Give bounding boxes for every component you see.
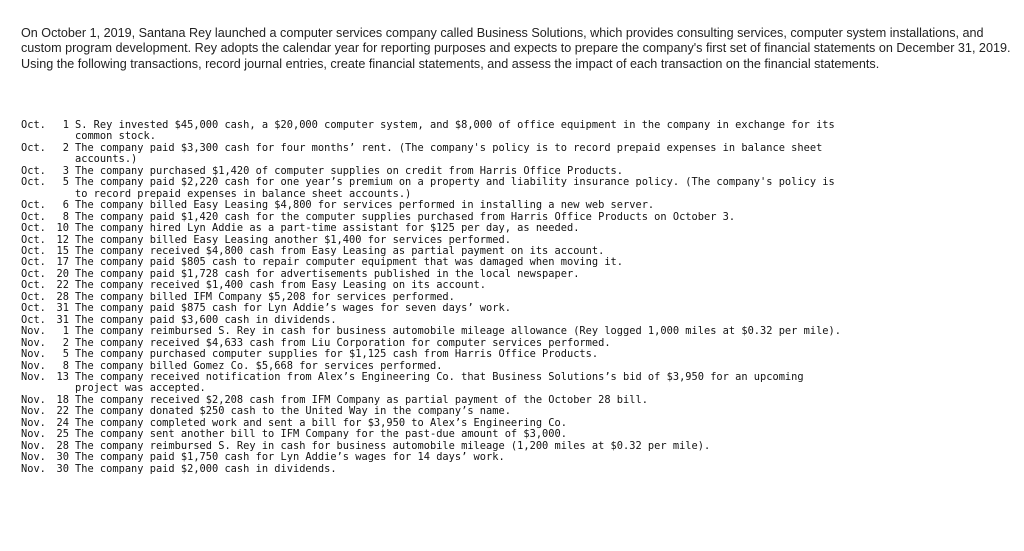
- transaction-day: 30: [56, 462, 69, 475]
- transaction-description: The company billed Gomez Co. $5,668 for services performed.: [75, 359, 443, 372]
- transaction-description: The company paid $2,220 cash for one year’s premium on a property and liability insurance policy. (The company's policy is to record prepaid expenses in balance sheet accounts.): [75, 176, 835, 200]
- transaction-description: The company paid $3,600 cash in dividends.: [75, 313, 337, 326]
- intro-paragraph-scenario: On October 1, 2019, Santana Rey launched a computer services company called Business Solutions, which provides consulting services, computer system installations, and custom program development. Rey adopts the calendar year for reporting purposes and expects to prepare the company's first set of financial statements on December 31, 2019.: [21, 26, 1011, 56]
- transaction-description: The company paid $1,750 cash for Lyn Addie’s wages for 14 days’ work.: [75, 451, 505, 464]
- transaction-month: Nov.: [21, 451, 46, 464]
- transaction-description: The company paid $1,420 cash for the computer supplies purchased from Harris Office Products on October 3.: [75, 210, 736, 223]
- transaction-row: [21, 177, 1011, 200]
- transaction-day: 28: [56, 290, 69, 303]
- transaction-description: The company received notification from Alex’s Engineering Co. that Business Solutions’s bid of $3,950 for an upcoming project was accepted.: [75, 370, 804, 395]
- transaction-month: Oct.: [21, 256, 46, 269]
- transaction-month: Nov.: [21, 370, 46, 383]
- problem-intro: [21, 26, 1011, 72]
- transaction-day: 28: [56, 439, 69, 452]
- transaction-description: The company received $1,400 cash from Easy Leasing on its account.: [75, 279, 487, 292]
- transaction-description: The company paid $805 cash to repair computer equipment that was damaged when moving it.: [75, 256, 624, 269]
- transaction-day: 8: [62, 210, 69, 223]
- transaction-month: Nov.: [21, 325, 46, 338]
- transaction-month: Nov.: [21, 348, 46, 361]
- transaction-description: The company sent another bill to IFM Company for the past-due amount of $3,000.: [75, 428, 567, 441]
- transaction-row: [21, 143, 1011, 166]
- transaction-month: Oct.: [21, 279, 46, 292]
- transaction-row: [21, 464, 1011, 475]
- transaction-month: Nov.: [21, 359, 46, 372]
- transaction-day: 31: [56, 313, 69, 326]
- transaction-description: The company reimbursed S. Rey in cash for business automobile mileage allowance (Rey logged 1,000 miles at $0.32 per mile).: [75, 325, 841, 338]
- transaction-description: The company paid $875 cash for Lyn Addie’s wages for seven days’ work.: [75, 302, 511, 315]
- transaction-row: [21, 326, 1011, 337]
- transaction-month: Oct.: [21, 244, 46, 257]
- transaction-description: The company received $2,208 cash from IFM Company as partial payment of the October 28 bill.: [75, 393, 648, 406]
- transaction-description: The company hired Lyn Addie as a part-time assistant for $125 per day, as needed.: [75, 222, 580, 235]
- transaction-description: The company donated $250 cash to the United Way in the company’s name.: [75, 405, 511, 418]
- transaction-row: [21, 452, 1011, 463]
- transaction-row: [21, 223, 1011, 234]
- transaction-description: The company purchased computer supplies for $1,125 cash from Harris Office Products.: [75, 348, 599, 361]
- transaction-day: 5: [62, 176, 69, 189]
- transaction-day: 2: [62, 141, 69, 154]
- transaction-month: Oct.: [21, 290, 46, 303]
- transaction-description: The company paid $3,300 cash for four months’ rent. (The company's policy is to record prepaid expenses in balance sheet accounts.): [75, 141, 823, 166]
- transaction-month: Nov.: [21, 416, 46, 429]
- transaction-day: 6: [62, 199, 69, 212]
- transaction-day: 5: [62, 348, 69, 361]
- transaction-row: [21, 120, 1011, 143]
- transaction-day: 30: [56, 451, 69, 464]
- transaction-day: 18: [56, 393, 69, 406]
- transaction-month: Oct.: [21, 222, 46, 235]
- transaction-month: Oct.: [21, 141, 46, 154]
- transaction-month: Nov.: [21, 462, 46, 475]
- transaction-day: 1: [62, 325, 69, 338]
- transaction-month: Oct.: [21, 267, 46, 280]
- transaction-month: Oct.: [21, 313, 46, 326]
- transaction-description: The company reimbursed S. Rey in cash for business automobile mileage (1,200 miles at $0.32 per mile).: [75, 439, 711, 452]
- transaction-row: [21, 303, 1011, 314]
- transaction-description: The company billed Easy Leasing $4,800 for services performed in installing a new web server.: [75, 199, 655, 212]
- transaction-row: [21, 429, 1011, 440]
- transaction-month: Oct.: [21, 233, 46, 246]
- transaction-day: 22: [56, 279, 69, 292]
- transaction-month: Nov.: [21, 439, 46, 452]
- transaction-day: 17: [56, 256, 69, 269]
- transaction-day: 31: [56, 302, 69, 315]
- transaction-month: Oct.: [21, 302, 46, 315]
- transaction-month: Oct.: [21, 210, 46, 223]
- transaction-month: Nov.: [21, 405, 46, 418]
- transaction-month: Nov.: [21, 336, 46, 349]
- transaction-description: The company paid $1,728 cash for advertisements published in the local newspaper.: [75, 267, 580, 280]
- transaction-day: 8: [62, 359, 69, 372]
- transaction-description: The company billed Easy Leasing another $1,400 for services performed.: [75, 233, 511, 246]
- transaction-description: The company paid $2,000 cash in dividends.: [75, 462, 337, 475]
- transaction-description: The company received $4,633 cash from Liu Corporation for computer services performed.: [75, 336, 611, 349]
- transaction-day: 12: [56, 233, 69, 246]
- transaction-day: 22: [56, 405, 69, 418]
- transaction-row: [21, 372, 1011, 395]
- transaction-day: 24: [56, 416, 69, 429]
- transaction-day: 15: [56, 244, 69, 257]
- transaction-list: [21, 120, 1011, 475]
- intro-paragraph-instructions: Using the following transactions, record journal entries, create financial statements, and assess the impact of each transaction on the financial statements.: [21, 56, 880, 71]
- transaction-month: Nov.: [21, 393, 46, 406]
- transaction-month: Oct.: [21, 164, 46, 177]
- transaction-month: Nov.: [21, 428, 46, 441]
- transaction-day: 2: [62, 336, 69, 349]
- transaction-day: 3: [62, 164, 69, 177]
- transaction-month: Oct.: [21, 176, 46, 189]
- transaction-day: 20: [56, 267, 69, 280]
- transaction-description: The company received $4,800 cash from Easy Leasing as partial payment on its account.: [75, 244, 605, 257]
- transaction-month: Oct.: [21, 199, 46, 212]
- transaction-day: 13: [56, 370, 69, 383]
- transaction-day: 1: [62, 119, 69, 131]
- transaction-description: The company billed IFM Company $5,208 for services performed.: [75, 290, 455, 303]
- transaction-row: [21, 200, 1011, 211]
- transaction-description: S. Rey invested $45,000 cash, a $20,000 computer system, and $8,000 of office equipment in the company in exchange for its common stock.: [75, 119, 835, 143]
- transaction-description: The company completed work and sent a bill for $3,950 to Alex’s Engineering Co.: [75, 416, 567, 429]
- transaction-row: [21, 349, 1011, 360]
- transaction-description: The company purchased $1,420 of computer supplies on credit from Harris Office Products.: [75, 164, 624, 177]
- transaction-day: 25: [56, 428, 69, 441]
- transaction-month: Oct.: [21, 119, 46, 131]
- transaction-day: 10: [56, 222, 69, 235]
